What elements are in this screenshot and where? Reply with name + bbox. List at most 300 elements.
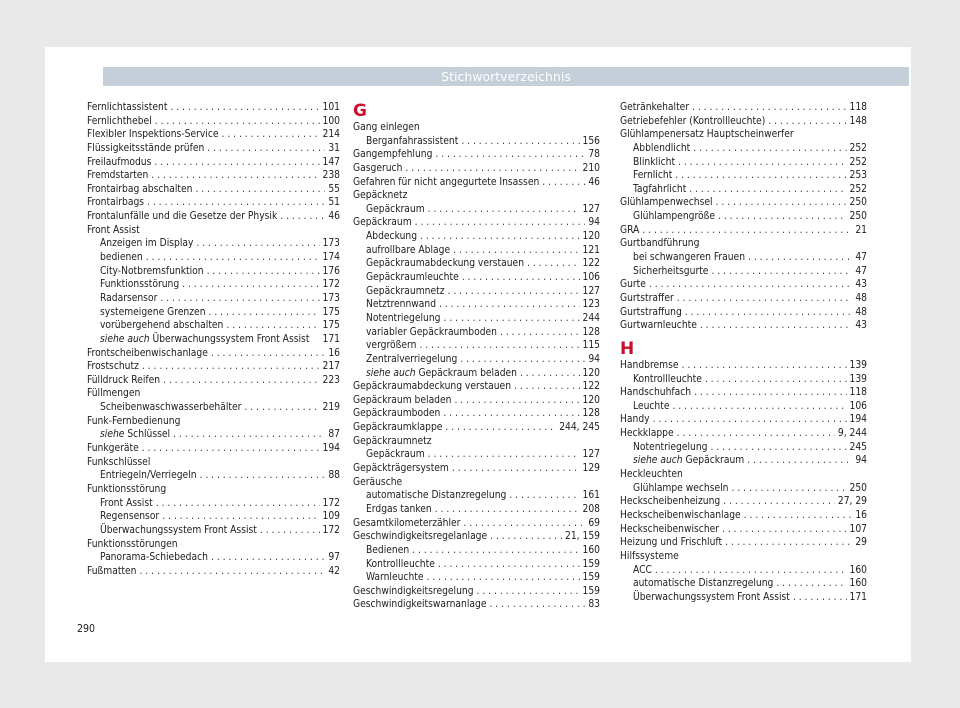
- index-entry: [353, 121, 600, 135]
- entry-term: [100, 333, 309, 347]
- index-entry: [353, 462, 600, 476]
- index-entry: [620, 278, 867, 292]
- entry-page-ref: 161: [582, 490, 600, 502]
- dot-leader: [444, 312, 580, 326]
- entry-term-text: bedienen: [100, 252, 143, 264]
- dot-leader: [147, 196, 325, 210]
- entry-term-text: Gurtstraffung: [620, 306, 682, 318]
- index-entry: [87, 224, 340, 238]
- index-subentry: [87, 278, 340, 292]
- entry-term-text: Regensensor: [100, 511, 160, 523]
- dot-leader: [527, 257, 579, 271]
- entry-page-ref: 250: [849, 482, 867, 494]
- entry-term-text: Geschwindigkeitsregelung: [353, 585, 474, 597]
- entry-page-ref: 217: [322, 361, 340, 373]
- index-subentry: [620, 373, 867, 387]
- entry-page-ref: 223: [322, 374, 340, 386]
- dot-leader: [445, 421, 556, 435]
- index-subentry: [353, 558, 600, 572]
- index-entry: [353, 421, 600, 435]
- entry-page-ref: 123: [582, 299, 600, 311]
- index-entry: [87, 128, 340, 142]
- dot-leader: [463, 517, 585, 531]
- dot-leader: [725, 536, 852, 550]
- entry-page-ref: 48: [855, 292, 867, 304]
- entry-term-text: Heckscheibenheizung: [620, 496, 721, 508]
- entry-page-ref: 88: [328, 470, 340, 482]
- dot-leader: [154, 156, 319, 170]
- entry-term-text: Heckklappe: [620, 428, 674, 440]
- index-entry: [87, 347, 340, 361]
- entry-term: [100, 469, 197, 483]
- index-column-3: [620, 101, 867, 604]
- entry-term-text: Geschwindigkeitsregelanlage: [353, 531, 488, 543]
- index-entry: [87, 360, 340, 374]
- index-subentry: [353, 367, 600, 381]
- entry-term: [620, 359, 679, 373]
- entry-term-text: Gepäckraumnetz: [353, 435, 432, 447]
- entry-term-text: Front Assist: [100, 497, 153, 509]
- entry-page-ref: 128: [582, 408, 600, 420]
- entry-term: [620, 523, 719, 537]
- dot-leader: [244, 401, 319, 415]
- index-entry: [87, 196, 340, 210]
- entry-term-text: Funktionsstörungen: [87, 538, 178, 550]
- entry-term-text: Abdeckung: [366, 231, 418, 243]
- index-entry: [87, 483, 340, 497]
- dot-leader: [500, 326, 580, 340]
- index-subentry: [87, 510, 340, 524]
- entry-term: [620, 237, 699, 251]
- entry-term: [100, 551, 208, 565]
- dot-leader: [207, 265, 320, 279]
- entry-term-text: Gurtstraffer: [620, 292, 674, 304]
- index-subentry: [87, 551, 340, 565]
- dot-leader: [448, 285, 580, 299]
- entry-page-ref: 101: [322, 102, 340, 113]
- entry-term: [87, 156, 151, 170]
- entry-term-text: Gepäckraumabdeckung verstauen: [353, 381, 512, 393]
- entry-page-ref: 106: [582, 272, 600, 284]
- entry-page-ref: 172: [322, 524, 340, 536]
- entry-term: [353, 380, 511, 394]
- dot-leader: [226, 319, 319, 333]
- entry-term: [366, 544, 409, 558]
- entry-term: [620, 427, 674, 441]
- dot-leader: [693, 142, 846, 156]
- entry-term: [100, 497, 153, 511]
- entry-page-ref: 21, 159: [565, 531, 600, 543]
- entry-term-text: Fremdstarten: [87, 170, 149, 182]
- entry-term-text: Gepäckraum beladen: [353, 394, 452, 406]
- entry-page-ref: 127: [582, 203, 600, 215]
- dot-leader: [748, 251, 852, 265]
- entry-term-text: automatische Distanzregelung: [633, 578, 774, 590]
- index-subentry: [353, 489, 600, 503]
- entry-term: [366, 271, 459, 285]
- entry-page-ref: 139: [849, 359, 867, 371]
- entry-term: [366, 367, 517, 381]
- entry-term-text: Handschuhfach: [620, 387, 692, 399]
- entry-term-text: Gasgeruch: [353, 162, 403, 174]
- entry-term-text: aufrollbare Ablage: [366, 244, 451, 256]
- dot-leader: [163, 374, 319, 388]
- entry-term-text: Glühlampenersatz Hauptscheinwerfer: [620, 129, 794, 141]
- entry-page-ref: 100: [322, 115, 340, 127]
- entry-term: [366, 571, 424, 585]
- entry-term-text: Glühlampe wechseln: [633, 482, 729, 494]
- entry-term-text: Frontalunfälle und die Gesetze der Physik: [87, 211, 278, 223]
- index-subentry: [620, 210, 867, 224]
- entry-page-ref: 148: [849, 115, 867, 127]
- entry-term-text: Gepäckraumboden: [353, 408, 441, 420]
- entry-term-text: Gepäckraumnetz: [366, 285, 445, 297]
- entry-term-text: Handbremse: [620, 359, 679, 371]
- index-subentry: [353, 135, 600, 149]
- dot-leader: [520, 367, 580, 381]
- entry-term: [620, 292, 674, 306]
- entry-term: [87, 456, 150, 470]
- entry-term-text: Kontrollleuchte: [633, 373, 702, 385]
- dot-leader: [453, 244, 579, 258]
- entry-term: [366, 230, 417, 244]
- index-entry: [620, 237, 867, 251]
- index-entry: [87, 115, 340, 129]
- entry-term: [87, 210, 277, 224]
- index-subentry: [87, 319, 340, 333]
- entry-term-text: Getränkehalter: [620, 102, 690, 113]
- index-letter-heading: G: [353, 101, 367, 121]
- entry-page-ref: 107: [849, 523, 867, 535]
- entry-term-text: Warnleuchte: [366, 572, 424, 584]
- entry-term: [633, 169, 672, 183]
- entry-term: [633, 591, 790, 605]
- entry-page-ref: 46: [588, 176, 600, 188]
- index-entry: [620, 196, 867, 210]
- entry-page-ref: 27, 29: [837, 496, 867, 508]
- dot-leader: [211, 551, 325, 565]
- entry-term: [87, 538, 178, 552]
- entry-page-ref: 219: [322, 402, 340, 414]
- entry-page-ref: 121: [582, 244, 600, 256]
- index-entry: [87, 101, 340, 115]
- entry-page-ref: 122: [582, 381, 600, 393]
- dot-leader: [439, 298, 579, 312]
- index-entry: [620, 536, 867, 550]
- entry-page-ref: 42: [328, 565, 340, 577]
- index-entry: [620, 101, 867, 115]
- dot-leader: [146, 251, 320, 265]
- entry-term: [620, 468, 683, 482]
- dot-leader: [151, 169, 319, 183]
- entry-term: [366, 353, 457, 367]
- dot-leader: [793, 591, 847, 605]
- index-subentry: [87, 401, 340, 415]
- entry-term-text: Gurtwarnleuchte: [620, 320, 697, 332]
- entry-term: [366, 339, 416, 353]
- index-subentry: [353, 326, 600, 340]
- dot-leader: [209, 306, 320, 320]
- entry-page-ref: 252: [849, 183, 867, 195]
- entry-page-ref: 94: [588, 217, 600, 229]
- index-entry: [353, 216, 600, 230]
- entry-term-text: Gurte: [620, 279, 646, 291]
- index-entry: [87, 142, 340, 156]
- dot-leader: [677, 292, 853, 306]
- entry-term: [633, 251, 745, 265]
- entry-page-ref: 129: [582, 463, 600, 475]
- entry-page-ref: 159: [582, 558, 600, 570]
- entry-page-ref: 159: [582, 585, 600, 597]
- entry-term-text: Radarsensor: [100, 292, 158, 304]
- index-subentry: [620, 577, 867, 591]
- dot-leader: [768, 115, 846, 129]
- entry-term: [353, 189, 407, 203]
- dot-leader: [462, 271, 580, 285]
- entry-term-text: Gepäckraum: [366, 203, 425, 215]
- index-entry: [620, 468, 867, 482]
- index-subentry: [353, 271, 600, 285]
- index-subentry: [620, 482, 867, 496]
- index-subentry: [620, 454, 867, 468]
- entry-page-ref: 47: [855, 252, 867, 264]
- entry-page-ref: 245: [849, 441, 867, 453]
- dot-leader: [142, 360, 320, 374]
- entry-page-ref: 87: [328, 429, 340, 441]
- entry-term: [620, 101, 689, 115]
- entry-term: [100, 524, 257, 538]
- entry-page-ref: 160: [849, 564, 867, 576]
- entry-term: [366, 312, 441, 326]
- entry-term-text: Hilfssysteme: [620, 550, 679, 562]
- index-subentry: [353, 257, 600, 271]
- index-subentry: [87, 333, 340, 347]
- dot-leader: [677, 427, 835, 441]
- entry-term: [620, 128, 794, 142]
- entry-term: [366, 326, 497, 340]
- index-subentry: [87, 237, 340, 251]
- entry-term: [87, 565, 136, 579]
- entry-term-text: Gepäckraum: [366, 449, 425, 461]
- entry-term-text: Fernlichtassistent: [87, 102, 168, 113]
- index-subentry: [87, 497, 340, 511]
- entry-term-text: Frontairbag abschalten: [87, 183, 193, 195]
- entry-term-text: Überwachungssystem Front Assist: [100, 524, 257, 536]
- index-entry: [620, 550, 867, 564]
- entry-term: [353, 394, 451, 408]
- index-subentry: [353, 244, 600, 258]
- entry-term: [87, 169, 148, 183]
- index-subentry: [620, 265, 867, 279]
- page-number: 290: [77, 623, 96, 635]
- entry-term: [620, 306, 682, 320]
- dot-leader: [692, 101, 846, 115]
- entry-term-text: Entriegeln/Verriegeln: [100, 470, 197, 482]
- entry-term: [100, 510, 159, 524]
- index-subentry: [353, 353, 600, 367]
- entry-term-text: Frontairbags: [87, 197, 145, 209]
- entry-term-text: Gepäckraumklappe: [353, 422, 443, 434]
- entry-page-ref: 147: [322, 156, 340, 168]
- entry-page-ref: 173: [322, 292, 340, 304]
- entry-term-text: automatische Distanzregelung: [366, 490, 507, 502]
- entry-page-ref: 78: [588, 149, 600, 161]
- entry-term-text: Funkgeräte: [87, 443, 139, 455]
- entry-page-ref: 156: [582, 135, 600, 147]
- index-entry: [620, 386, 867, 400]
- entry-term-text: Kontrollleuchte: [366, 558, 435, 570]
- entry-term: [366, 448, 425, 462]
- entry-term: [353, 216, 412, 230]
- entry-term-text: systemeigene Grenzen: [100, 306, 206, 318]
- dot-leader: [718, 210, 846, 224]
- entry-page-ref: 97: [328, 552, 340, 564]
- entry-term-text: Leuchte: [633, 400, 670, 412]
- entry-page-ref: 16: [328, 347, 340, 359]
- entry-term: [633, 564, 652, 578]
- entry-term: [87, 347, 208, 361]
- entry-term-text: Bedienen: [366, 544, 410, 556]
- index-subentry: [353, 298, 600, 312]
- entry-term-text: Funkschlüssel: [87, 456, 151, 468]
- dot-leader: [196, 237, 319, 251]
- index-entry: [87, 156, 340, 170]
- entry-term-text: Gangempfehlung: [353, 149, 433, 161]
- entry-page-ref: 171: [849, 591, 867, 603]
- entry-term: [353, 585, 474, 599]
- index-entry: [353, 407, 600, 421]
- dot-leader: [514, 380, 579, 394]
- index-subentry: [620, 400, 867, 414]
- index-subentry: [620, 591, 867, 605]
- entry-page-ref: 171: [322, 333, 340, 345]
- entry-page-ref: 172: [322, 497, 340, 509]
- entry-term-text: vergrößern: [366, 340, 417, 352]
- index-subentry: [353, 230, 600, 244]
- index-entry: [353, 162, 600, 176]
- index-column-2: [353, 101, 600, 612]
- entry-term: [353, 476, 402, 490]
- entry-page-ref: 21: [855, 224, 867, 236]
- dot-leader: [412, 544, 579, 558]
- entry-term: [87, 101, 167, 115]
- entry-term: [633, 454, 744, 468]
- entry-page-ref: 115: [582, 340, 600, 352]
- entry-term: [100, 401, 241, 415]
- index-entry: [87, 456, 340, 470]
- index-subentry: [87, 292, 340, 306]
- index-subentry: [87, 428, 340, 442]
- index-column-1: [87, 101, 340, 578]
- dot-leader: [454, 394, 579, 408]
- entry-term: [100, 265, 204, 279]
- entry-page-ref: 244, 245: [559, 422, 600, 434]
- index-subentry: [620, 251, 867, 265]
- entry-term: [366, 257, 524, 271]
- entry-term: [353, 517, 460, 531]
- index-entry: [620, 523, 867, 537]
- entry-term: [620, 224, 639, 238]
- entry-term: [87, 442, 139, 456]
- entry-page-ref: 43: [855, 279, 867, 291]
- entry-page-ref: 120: [582, 394, 600, 406]
- entry-term: [366, 135, 458, 149]
- index-entry: [353, 380, 600, 394]
- entry-page-ref: 253: [849, 170, 867, 182]
- entry-term-text: Getriebefehler (Kontrollleuchte): [620, 115, 766, 127]
- entry-term-text: Berganfahrassistent: [366, 135, 459, 147]
- entry-term-text: Überwachungssystem Front Assist: [633, 591, 790, 603]
- index-subentry: [620, 441, 867, 455]
- entry-page-ref: 252: [849, 156, 867, 168]
- dot-leader: [705, 373, 847, 387]
- entry-term-text: Fernlichthebel: [87, 115, 152, 127]
- dot-leader: [452, 462, 580, 476]
- dot-leader: [711, 441, 847, 455]
- dot-leader: [694, 386, 846, 400]
- entry-page-ref: 208: [582, 503, 600, 515]
- entry-term-text: Gurtbandführung: [620, 238, 700, 250]
- entry-term: [353, 121, 420, 135]
- dot-leader: [675, 169, 846, 183]
- index-entry: [87, 210, 340, 224]
- entry-term: [633, 156, 675, 170]
- entry-term-text: Notentriegelung: [366, 312, 441, 324]
- index-entry: [353, 148, 600, 162]
- dot-leader: [200, 469, 326, 483]
- entry-page-ref: 46: [328, 211, 340, 223]
- entry-page-ref: 159: [582, 572, 600, 584]
- index-entry: [620, 306, 867, 320]
- entry-term-text: Gepäckträgersystem: [353, 463, 449, 475]
- index-subentry: [620, 142, 867, 156]
- entry-term: [353, 530, 487, 544]
- index-entry: [353, 598, 600, 612]
- entry-term: [87, 128, 219, 142]
- entry-term-text: Scheibenwaschwasserbehälter: [100, 402, 242, 414]
- entry-term-text: ACC: [633, 564, 652, 576]
- entry-term: [353, 407, 440, 421]
- index-entry: [353, 435, 600, 449]
- entry-term: [353, 462, 449, 476]
- entry-page-ref: 160: [849, 578, 867, 590]
- entry-term: [620, 550, 679, 564]
- entry-term: [87, 196, 144, 210]
- dot-leader: [428, 448, 580, 462]
- entry-page-ref: 120: [582, 231, 600, 243]
- entry-page-ref: 29: [855, 537, 867, 549]
- dot-leader: [435, 148, 585, 162]
- entry-term-text: Front Assist: [87, 224, 140, 236]
- entry-term: [366, 203, 425, 217]
- entry-term: [620, 413, 650, 427]
- index-entry: [353, 530, 600, 544]
- entry-term-text: Heizung und Frischluft: [620, 537, 723, 549]
- entry-term-text: Gepäckraum: [353, 217, 412, 229]
- dot-leader: [155, 115, 320, 129]
- entry-term-text: variabler Gepäckraumboden: [366, 326, 497, 338]
- entry-term: [87, 483, 166, 497]
- entry-page-ref: 118: [849, 102, 867, 113]
- entry-term: [100, 278, 179, 292]
- entry-page-ref: 9, 244: [837, 428, 867, 440]
- index-entry: [620, 359, 867, 373]
- index-subentry: [87, 265, 340, 279]
- index-subentry: [620, 183, 867, 197]
- entry-page-ref: 139: [849, 373, 867, 385]
- entry-term-text: Erdgas tanken: [366, 503, 432, 515]
- entry-term: [633, 400, 669, 414]
